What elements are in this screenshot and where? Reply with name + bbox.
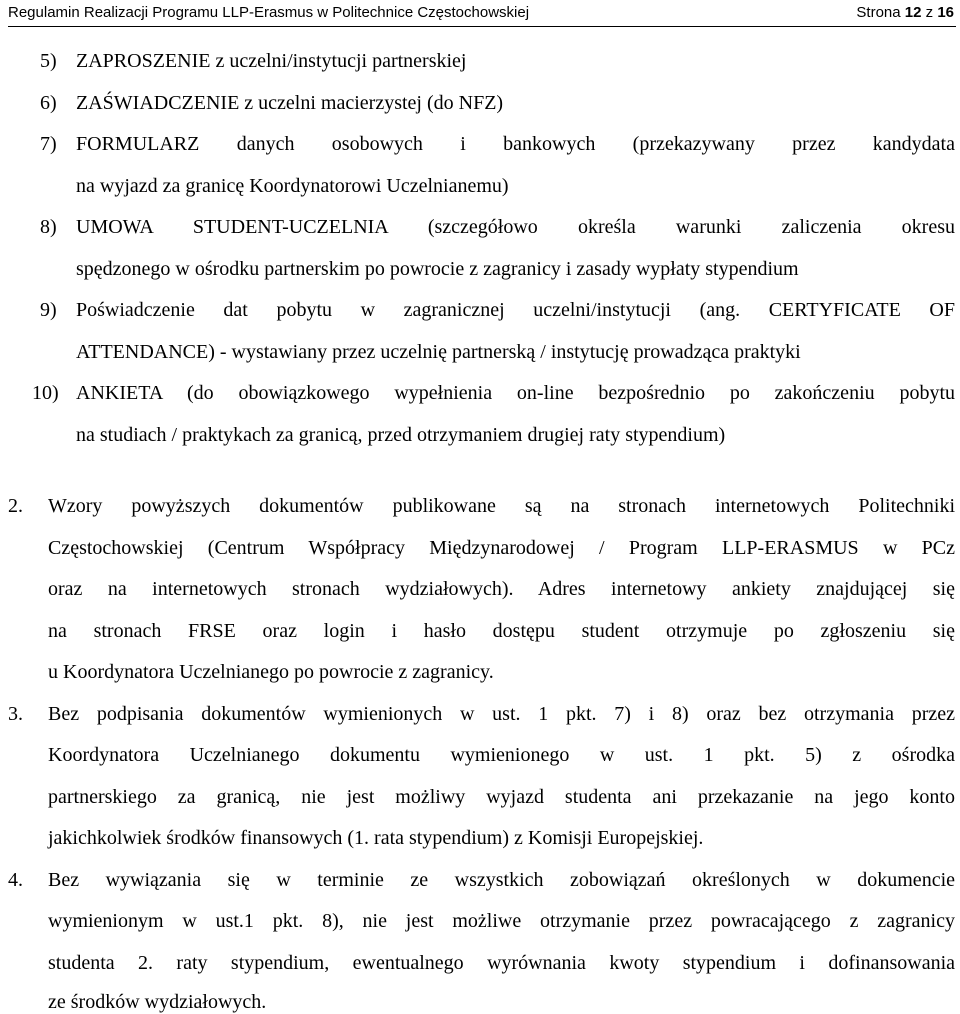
list-item-text: UMOWA STUDENT-UCZELNIA (szczegółowo określa warunki zaliczenia okresu [76,216,955,238]
list-item-text: ZAŚWIADCZENIE z uczelni macierzystej (do NFZ) [76,92,504,114]
paragraph-line: studenta 2. raty stypendium, ewentualnego wyrównania kwoty stypendium i dofinansowania [48,952,955,974]
document-title: Regulamin Realizacji Programu LLP-Erasmus w Politechnice Częstochowskiej [8,4,530,21]
paragraph-line: ze środków wydziałowych. [48,991,267,1013]
list-item-text: ATTENDANCE) - wystawiany przez uczelnię partnerską / instytucję prowadząca praktyki [76,341,801,363]
list-item-number: 9) [40,299,57,321]
paragraph-line: u Koordynatora Uczelnianego po powrocie z zagranicy. [48,661,494,683]
list-item-text: spędzonego w ośrodku partnerskim po powrocie z zagranicy i zasady wypłaty stypendium [76,258,799,280]
paragraph-line: Bez podpisania dokumentów wymienionych w ust. 1 pkt. 7) i 8) oraz bez otrzymania przez [48,703,955,725]
paragraph-line: partnerskiego za granicą, nie jest możliwy wyjazd studenta ani przekazanie na jego konto [48,786,955,808]
paragraph-number: 2. [8,495,23,517]
list-item-number: 7) [40,133,57,155]
list-item-number: 10) [32,382,59,404]
list-item-text: na studiach / praktykach za granicą, przed otrzymaniem drugiej raty stypendium) [76,424,726,446]
list-item-text: ZAPROSZENIE z uczelni/instytucji partnerskiej [76,50,467,72]
paragraph-line: Częstochowskiej (Centrum Współpracy Międzynarodowej / Program LLP-ERASMUS w PCz [48,537,955,559]
paragraph-number: 4. [8,869,23,891]
page-number [856,4,954,21]
list-item-text: FORMULARZ danych osobowych i bankowych (przekazywany przez kandydata [76,133,955,155]
paragraph-line: na stronach FRSE oraz login i hasło dostępu student otrzymuje po zgłoszeniu się [48,620,955,642]
list-item-text: na wyjazd za granicę Koordynatorowi Uczelnianemu) [76,175,509,197]
list-item-number: 5) [40,50,57,72]
paragraph-line: Bez wywiązania się w terminie ze wszystkich zobowiązań określonych w dokumencie [48,869,955,891]
paragraph-line: oraz na internetowych stronach wydziałowych). Adres internetowy ankiety znajdującej się [48,578,955,600]
page-separator: z [925,4,934,21]
list-item-number: 6) [40,92,57,114]
paragraph-line: Koordynatora Uczelnianego dokumentu wymienionego w ust. 1 pkt. 5) z ośrodka [48,744,955,766]
page-label: Strona [856,4,901,21]
list-item-number: 8) [40,216,57,238]
paragraph-line: Wzory powyższych dokumentów publikowane są na stronach internetowych Politechniki [48,495,955,517]
page-total: 16 [937,4,954,21]
page-header [8,0,956,27]
list-item-text: Poświadczenie dat pobytu w zagranicznej uczelni/instytucji (ang. CERTYFICATE OF [76,299,955,321]
paragraph-number: 3. [8,703,23,725]
paragraph-line: wymienionym w ust.1 pkt. 8), nie jest możliwe otrzymanie przez powracającego z zagranicy [48,910,955,932]
paragraph-line: jakichkolwiek środków finansowych (1. rata stypendium) z Komisji Europejskiej. [48,827,704,849]
page-current: 12 [904,4,922,21]
list-item-text: ANKIETA (do obowiązkowego wypełnienia on-line bezpośrednio po zakończeniu pobytu [76,382,955,404]
